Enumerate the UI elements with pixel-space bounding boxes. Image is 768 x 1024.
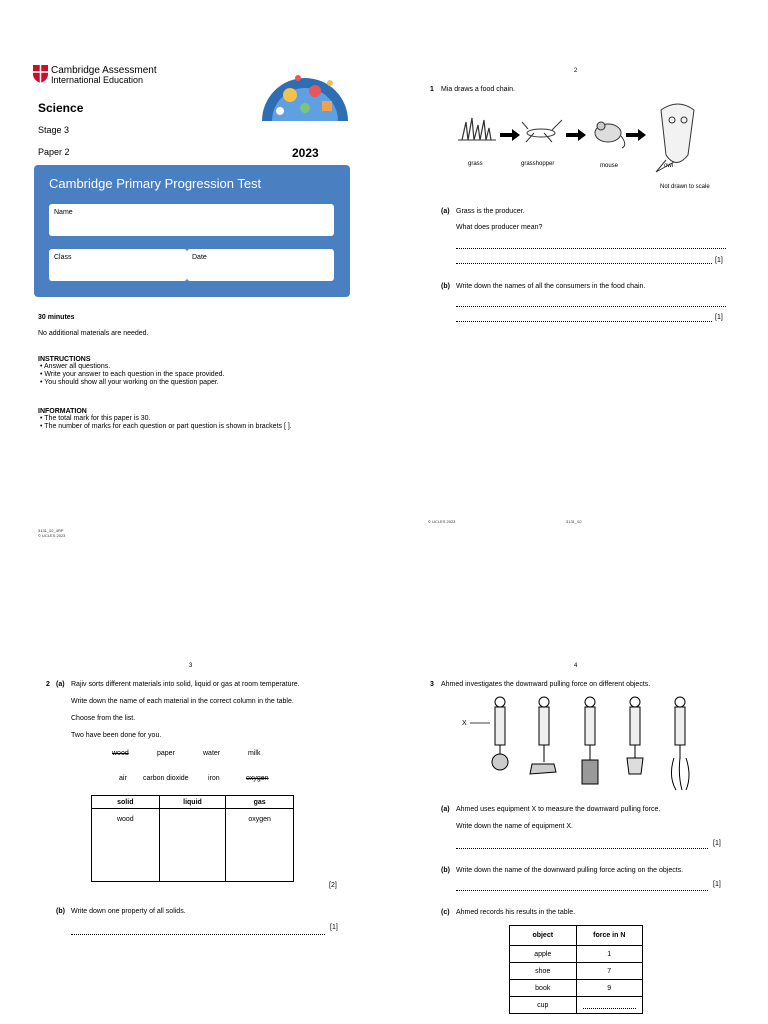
material-paper: paper (157, 750, 175, 757)
information-heading: INFORMATION (38, 408, 87, 415)
scale-note: Not drawn to scale (660, 184, 710, 190)
answer-line-a2[interactable] (456, 263, 712, 264)
cell-solid[interactable]: wood (92, 809, 160, 882)
part-a-line2: Write down the name of each material in the correct column in the table. (71, 698, 294, 705)
part-b-text: Write down one property of all solids. (71, 908, 186, 915)
arrow-1 (500, 129, 520, 141)
spring-balance-book (582, 697, 598, 784)
material-iron: iron (208, 775, 220, 782)
cell-object-book: book (510, 980, 577, 997)
box-title: Cambridge Primary Progression Test (49, 176, 262, 191)
arrow-3 (626, 129, 646, 141)
duration: 30 minutes (38, 314, 75, 321)
cell-object-shoe: shoe (510, 963, 577, 980)
instructions-heading: INSTRUCTIONS (38, 356, 91, 363)
part-c-text: Ahmed records his results in the table. (456, 909, 576, 916)
instruction-3: • You should show all your working on the question paper. (40, 379, 219, 386)
candidate-box (34, 165, 350, 297)
date-field[interactable] (187, 249, 334, 281)
cell-gas[interactable]: oxygen (226, 809, 294, 882)
page-4 (408, 658, 748, 1024)
question-number: 2 (46, 681, 50, 688)
class-field[interactable] (49, 249, 187, 281)
part-b-text: Write down the name of the downward pulling force acting on the objects. (456, 867, 684, 874)
part-a-label: (a) (56, 681, 65, 688)
name-field[interactable] (49, 204, 334, 236)
part-c-label: (c) (441, 909, 450, 916)
question-number: 3 (430, 681, 434, 688)
information-1: • The total mark for this paper is 30. (40, 415, 151, 422)
cell-liquid[interactable] (159, 809, 226, 882)
results-table (509, 925, 643, 1014)
org-name-line2: International Education (51, 75, 144, 85)
mouse-drawing (595, 122, 625, 148)
cell-force-book: 9 (576, 980, 642, 997)
header-solid: solid (92, 796, 160, 809)
page-number: 4 (574, 663, 578, 669)
spring-balance-cup (627, 697, 643, 774)
part-b-text: Write down the names of all the consumers in the food chain. (456, 283, 646, 290)
information-2: • The number of marks for each question or part question is shown in brackets [ ]. (40, 423, 292, 430)
chain-label-owl: owl (664, 163, 674, 169)
cell-object-cup: cup (510, 997, 577, 1014)
grasshopper-drawing (522, 120, 562, 142)
part-a-line3: Choose from the list. (71, 715, 136, 722)
answer-line-a[interactable] (456, 848, 708, 849)
answer-line-b[interactable] (71, 934, 325, 935)
owl-drawing (656, 104, 694, 172)
class-label: Class (54, 254, 72, 261)
material-carbon-dioxide: carbon dioxide (143, 775, 189, 782)
arrow-2 (566, 129, 586, 141)
material-wood: wood (112, 750, 129, 757)
food-chain-diagram (456, 100, 726, 175)
x-label: X (462, 720, 467, 727)
states-table (91, 795, 294, 882)
stage-label: Stage 3 (38, 125, 70, 135)
question-number: 1 (430, 86, 434, 93)
page-number: 3 (189, 663, 193, 669)
part-b-mark: [1] (713, 881, 721, 888)
answer-line-a1[interactable] (456, 248, 726, 249)
part-a-mark: [1] (715, 257, 723, 264)
part-a-mark: [2] (329, 882, 337, 889)
chain-label-grasshopper: grasshopper (521, 161, 555, 167)
question-text: Ahmed investigates the downward pulling force on different objects. (441, 681, 651, 688)
material-oxygen: oxygen (246, 775, 269, 782)
cell-object-apple: apple (510, 946, 577, 963)
science-illustration (260, 63, 350, 123)
part-b-mark: [1] (330, 924, 338, 931)
page-cover (20, 45, 360, 545)
chain-label-grass: grass (468, 161, 483, 167)
answer-line-b2[interactable] (456, 321, 712, 322)
spring-balance-shoe (530, 697, 556, 774)
footer-copyright: © UCLES 2023 (428, 519, 456, 524)
part-b-mark: [1] (715, 314, 723, 321)
question-text: Mia draws a food chain. (441, 86, 515, 93)
cell-force-cup[interactable] (576, 997, 642, 1014)
part-a-question: What does producer mean? (456, 224, 543, 231)
part-b-label: (b) (441, 867, 450, 874)
paper-label: Paper 2 (38, 147, 70, 157)
cambridge-crest-icon (33, 65, 48, 83)
part-a-text: Grass is the producer. (456, 208, 525, 215)
spring-balance-apple (492, 697, 508, 770)
material-water: water (203, 750, 221, 757)
cell-force-shoe: 7 (576, 963, 642, 980)
chain-label-mouse: mouse (600, 163, 619, 169)
part-a-mark: [1] (713, 840, 721, 847)
grass-drawing (458, 118, 496, 140)
part-a-text: Rajiv sorts different materials into solid, liquid or gas at room temperature. (71, 681, 300, 688)
materials-note: No additional materials are needed. (38, 330, 149, 337)
footer-code: 3131_02 (566, 519, 582, 524)
material-air: air (119, 775, 127, 782)
page-2 (408, 45, 748, 545)
cell-force-apple: 1 (576, 946, 642, 963)
answer-line-b[interactable] (456, 890, 708, 891)
header-force: force in N (576, 926, 642, 946)
part-a-label: (a) (441, 806, 450, 813)
instruction-1: • Answer all questions. (40, 363, 111, 370)
header-liquid: liquid (159, 796, 226, 809)
page-3 (20, 658, 360, 1024)
part-b-label: (b) (441, 283, 450, 290)
name-label: Name (54, 209, 73, 216)
footer-code: 3131_02_4RP (38, 528, 64, 533)
part-a-line4: Two have been done for you. (71, 732, 162, 739)
footer-copyright: © UCLES 2023 (38, 533, 66, 538)
part-a-text: Ahmed uses equipment X to measure the downward pulling force. (456, 806, 661, 813)
header-gas: gas (226, 796, 294, 809)
subject-title: Science (38, 101, 84, 115)
part-a-question: Write down the name of equipment X. (456, 823, 573, 830)
org-name-line1: Cambridge Assessment (51, 65, 157, 76)
year-label: 2023 (292, 146, 319, 160)
material-milk: milk (248, 750, 261, 757)
date-label: Date (192, 254, 207, 261)
part-b-label: (b) (56, 908, 65, 915)
instruction-2: • Write your answer to each question in the space provided. (40, 371, 225, 378)
page-number: 2 (574, 68, 578, 74)
answer-line-b1[interactable] (456, 306, 726, 307)
header-object: object (510, 926, 577, 946)
spring-balance-bananas (671, 697, 689, 790)
spring-balances-diagram (470, 694, 720, 796)
part-a-label: (a) (441, 208, 450, 215)
